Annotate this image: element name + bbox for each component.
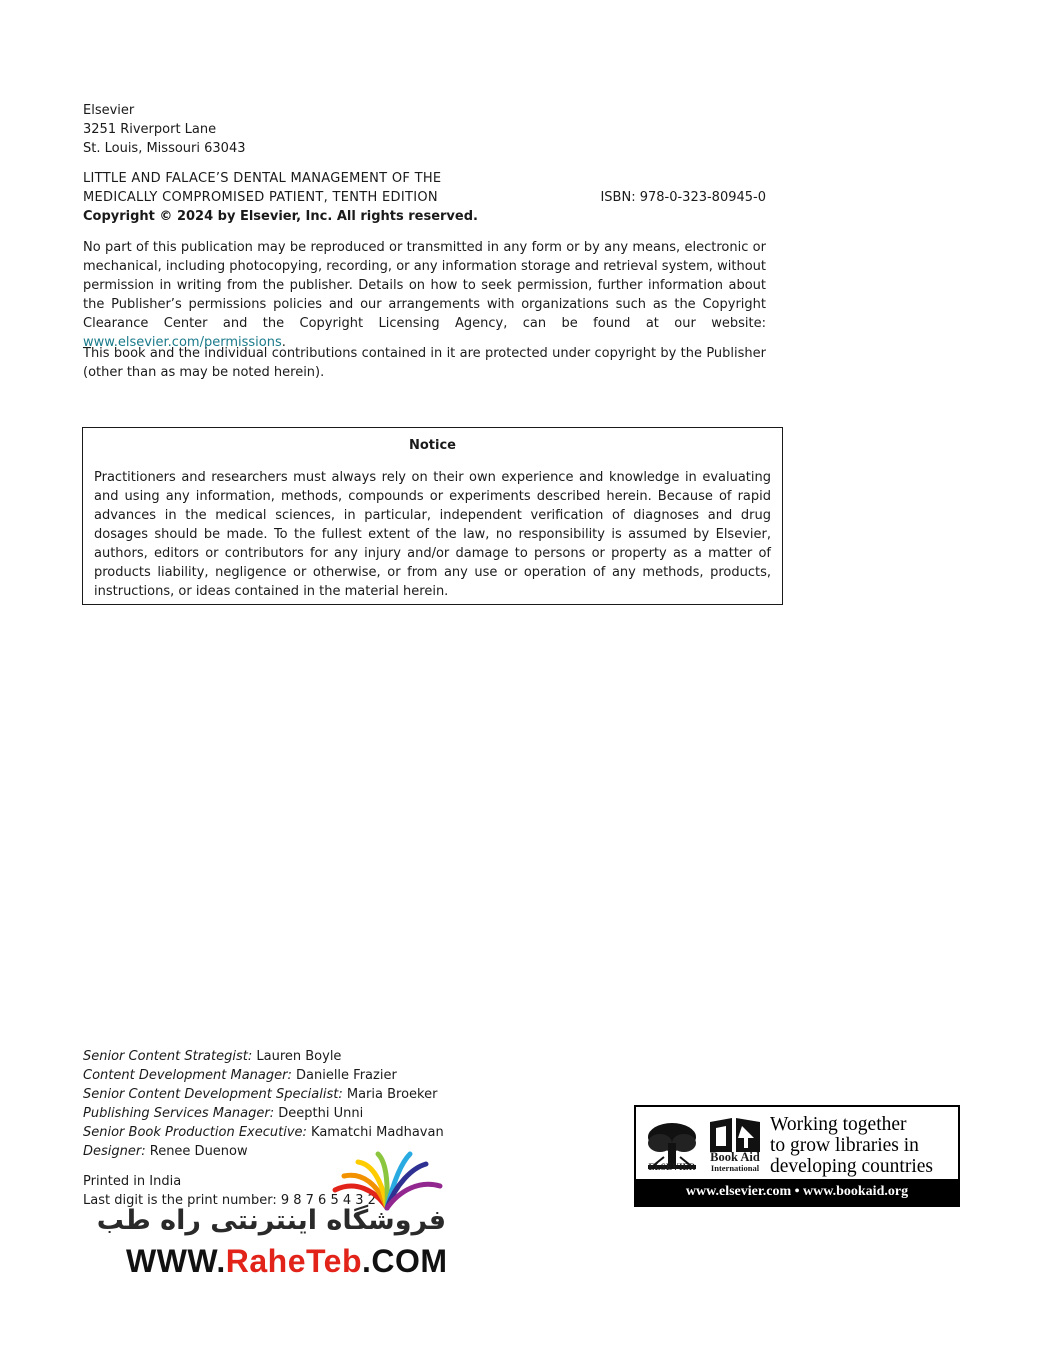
watermark-url <box>126 1243 448 1280</box>
slogan-line: Working together <box>770 1114 907 1135</box>
copyright-line: Copyright © 2024 by Elsevier, Inc. All rights reserved. <box>83 209 478 224</box>
credit-row <box>83 1066 503 1085</box>
credit-name: Lauren Boyle <box>252 1049 342 1064</box>
book-title-line: MEDICALLY COMPROMISED PATIENT, TENTH EDITION <box>83 190 438 205</box>
credit-name: Kamatchi Madhavan <box>306 1125 444 1140</box>
permissions-paragraph <box>83 238 766 352</box>
watermark-persian-text: فروشگاه اینترنتی راه طب <box>96 1205 446 1236</box>
credit-row <box>83 1104 503 1123</box>
address-line: St. Louis, Missouri 63043 <box>83 141 246 156</box>
permissions-text: No part of this publication may be reproduced or transmitted in any form or by any means, electronic or mechanical, including photocopying, recording, or any information storage and retrieval system, without permission in writing from the publisher. Details on how to seek permission, further information about the Publisher’s permissions policies and our arrangements with organizations such as the Copyright Clearance Center and the Copyright Licensing Agency, can be found at our website: <box>83 240 766 331</box>
watermark-url-brand: RaheTeb <box>225 1243 362 1279</box>
protection-paragraph: This book and the individual contributions contained in it are protected under copyright by the Publisher (other than as may be noted herein). <box>83 346 766 380</box>
bookaid-name: Book Aid <box>710 1150 760 1164</box>
watermark-url-suffix: .COM <box>362 1243 448 1279</box>
isbn: ISBN: 978-0-323-80945-0 <box>600 190 766 205</box>
slogan-line: to grow libraries in <box>770 1135 919 1156</box>
permissions-link[interactable]: www.elsevier.com/permissions <box>83 335 282 350</box>
bookaid-advert <box>634 1105 960 1207</box>
credit-name: Maria Broeker <box>342 1087 438 1102</box>
credit-role: Senior Book Production Executive: <box>83 1125 307 1140</box>
credit-role: Content Development Manager: <box>83 1068 292 1083</box>
credit-name: Danielle Frazier <box>291 1068 397 1083</box>
book-title-line: LITTLE AND FALACE’S DENTAL MANAGEMENT OF THE <box>83 171 442 186</box>
watermark-url-prefix: WWW. <box>126 1243 226 1279</box>
credit-row <box>83 1047 503 1066</box>
book-title-block <box>83 169 766 226</box>
publisher-address <box>83 101 383 158</box>
credit-role: Designer: <box>83 1144 146 1159</box>
credit-name: Renee Duenow <box>145 1144 248 1159</box>
notice-title: Notice <box>408 438 456 453</box>
notice-body: Practitioners and researchers must always rely on their own experience and knowledge in evaluating and using any information, methods, compounds or experiments described herein. Because of rapid advances in the medical sciences, in particular, independent verification of diagnoses and drug dosages should be made. To the fullest extent of the law, no responsibility is assumed by Elsevier, authors, editors or contributors for any injury and/or damage to persons or property as a matter of products liability, negligence or otherwise, or from any use or operation of any methods, products, instructions, or ideas contained in the material herein. <box>94 470 771 599</box>
bookaid-slogan <box>770 1114 956 1177</box>
permissions-end: . <box>281 335 286 350</box>
credit-role: Publishing Services Manager: <box>83 1106 275 1121</box>
address-line: 3251 Riverport Lane <box>83 122 217 137</box>
print-number: Last digit is the print number: 9 8 7 6 5 4 3 2 1 <box>83 1193 389 1208</box>
address-line: Elsevier <box>83 103 135 118</box>
printed-country: Printed in India <box>83 1174 182 1189</box>
bookaid-urls[interactable]: www.elsevier.com • www.bookaid.org <box>636 1179 958 1205</box>
bookaid-international: International <box>710 1163 760 1173</box>
slogan-line: developing countries <box>770 1156 933 1177</box>
credit-name: Deepthi Unni <box>274 1106 364 1121</box>
production-credits <box>83 1047 503 1161</box>
credit-row <box>83 1123 503 1142</box>
rainbow-book-logo-icon <box>330 1150 445 1212</box>
notice-box <box>82 427 783 605</box>
elsevier-wordmark: ELSEVIER <box>648 1162 696 1172</box>
credit-role: Senior Content Strategist: <box>83 1049 253 1064</box>
credit-row <box>83 1085 503 1104</box>
credit-role: Senior Content Development Specialist: <box>83 1087 343 1102</box>
